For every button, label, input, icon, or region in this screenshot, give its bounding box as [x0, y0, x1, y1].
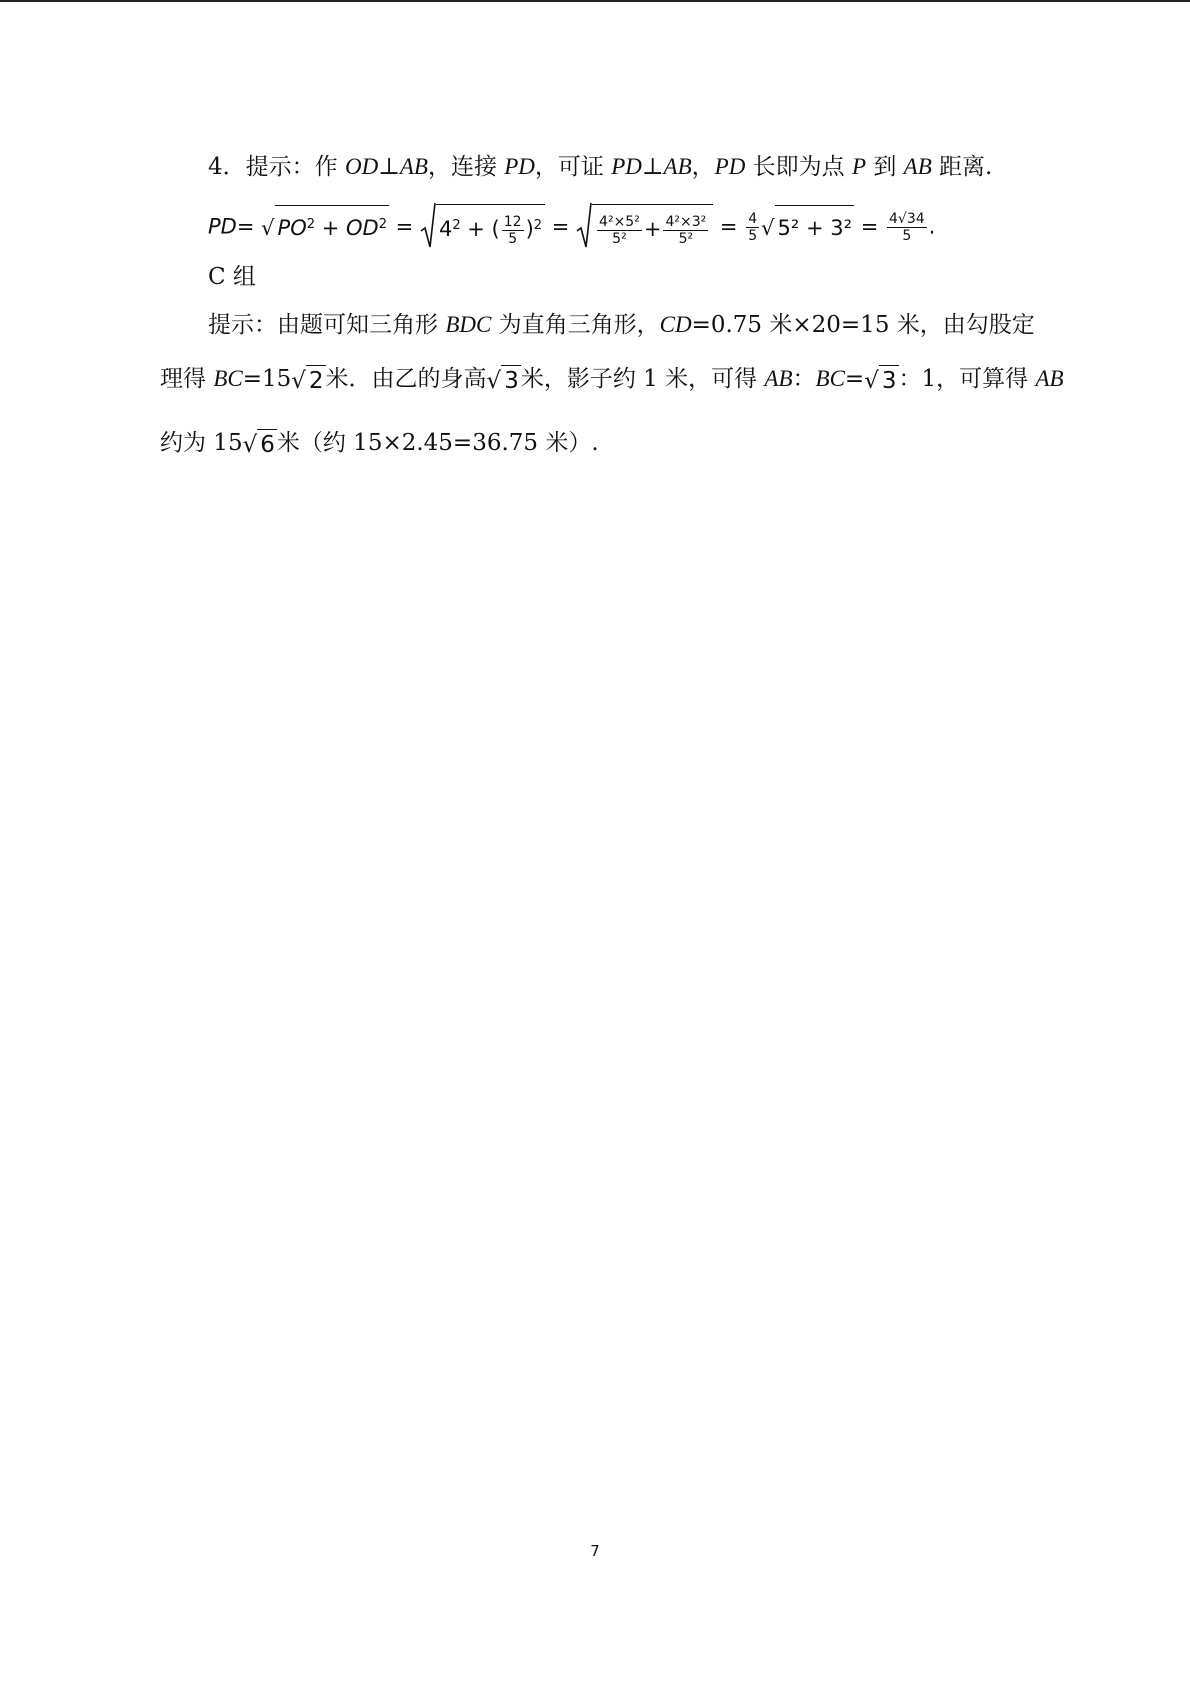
formula-lhs: PD: [208, 214, 237, 239]
hint-4-text: ，: [691, 154, 715, 180]
hint-c-line-2: 理得 BC=15√ 2米．由乙的身高√ 3米，影子约 1 米，可得 AB：BC=√ 3：1，可算得 AB: [160, 366, 1064, 394]
hint-4-text: ，连接: [427, 154, 505, 180]
var-p: P: [851, 154, 867, 179]
sqrt-four-twelve-fifths: $4^2$ + ( $\frac{12}{5}$ )$^2$: [420, 204, 545, 251]
sqrt-five-three: √ 5² + 3²: [761, 205, 854, 250]
var-bdc: BDC: [445, 312, 492, 337]
fraction-result: $\frac{4√34}{5}$: [889, 211, 925, 244]
page-number: 7: [590, 1542, 600, 1560]
top-border-line: [0, 0, 1190, 2]
var-od: OD: [344, 154, 379, 179]
var-ab: AB: [663, 154, 692, 179]
sqrt-six: √ 6: [243, 429, 277, 460]
perp-symbol: ⊥: [378, 154, 400, 180]
var-pd: PD: [714, 154, 746, 179]
hint-4-text: 到: [866, 154, 904, 180]
hint-c-line-1: 提示：由题可知三角形 BDC 为直角三角形，CD=0.75 米×20=15 米，由勾股定: [208, 312, 1035, 338]
sqrt-three: √ 3: [864, 365, 898, 396]
var-bc: BC: [213, 366, 243, 391]
sqrt-two: √ 2: [291, 365, 325, 396]
equals-sign: =: [719, 214, 738, 239]
fraction-four-fifths: $\frac{4}{5}$: [748, 211, 758, 244]
hint-4-line: [208, 152, 992, 182]
var-ab: AB: [399, 154, 428, 179]
equals-sign: =: [860, 214, 879, 239]
var-ab: AB: [764, 366, 793, 391]
equals-sign: =: [395, 214, 414, 239]
var-pd: PD: [611, 154, 642, 179]
perp-symbol: ⊥: [641, 154, 664, 180]
pd-formula: PD= √ $PO^2 + OD^2$ = $4^2$ + ( $\frac{12}{5}$ )$^2$ = $\frac{\text{4²×5²}}{\text{5²}}$ + $\frac{\text{4²×3²}}{\text{5²}}$ = $\frac{4}{5}$ √ 5² + 3² = $\frac{4√34}{5}$ .: [208, 204, 935, 251]
sqrt-fraction-sum: $\frac{\text{4²×5²}}{\text{5²}}$ + $\frac{\text{4²×3²}}{\text{5²}}$: [576, 204, 713, 251]
equals-sign: =: [236, 214, 255, 239]
var-bc: BC: [815, 366, 845, 391]
var-pd: PD: [504, 154, 535, 179]
sqrt-three: √ 3: [487, 365, 521, 396]
hint-c-line-3: 约为 15√ 6米（约 15×2.45=36.75 米）.: [160, 430, 599, 458]
hint-4-text: 长即为点: [745, 154, 852, 180]
hint-4-text: ，可证: [534, 154, 612, 180]
var-cd: CD: [659, 312, 692, 337]
hint-4-prefix: 4．提示：作: [208, 154, 345, 180]
var-ab: AB: [903, 154, 932, 179]
hint-4-text: 距离.: [931, 154, 993, 180]
sqrt-po-od: √ $PO^2 + OD^2$: [261, 205, 389, 250]
var-ab: AB: [1035, 366, 1064, 391]
group-c-heading: C 组: [208, 264, 256, 290]
equals-sign: =: [551, 214, 570, 239]
